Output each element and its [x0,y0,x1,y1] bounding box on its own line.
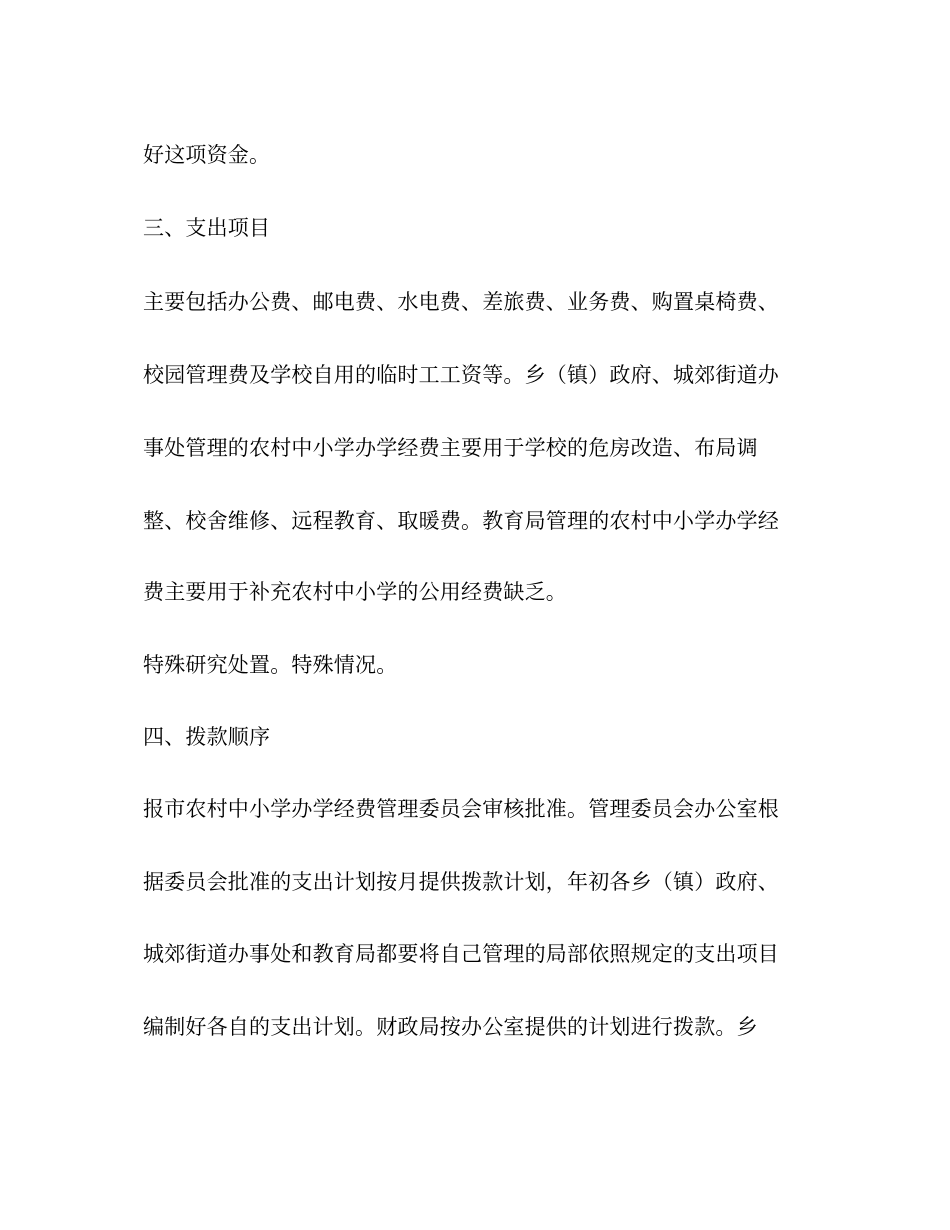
body-text-line: 报市农村中小学办学经费管理委员会审核批准。管理委员会办公室根 [143,797,779,821]
body-text-line: 主要包括办公费、邮电费、水电费、差旅费、业务费、购置桌椅费、 [143,290,779,314]
body-text-line: 事处管理的农村中小学办学经费主要用于学校的危房改造、布局调 [143,436,758,460]
body-text-line: 好这项资金。 [143,143,271,167]
body-text-line: 据委员会批准的支出计划按月提供拨款计划，年初各乡（镇）政府、 [143,870,779,894]
section-heading: 三、支出项目 [143,216,271,240]
body-text-line: 编制好各自的支出计划。财政局按办公室提供的计划进行拨款。乡 [143,1015,758,1039]
body-text-line: 费主要用于补充农村中小学的公用经费缺乏。 [143,580,567,604]
section-heading: 四、拨款顺序 [143,725,271,749]
body-text-line: 城郊街道办事处和教育局都要将自己管理的局部依照规定的支出项目 [143,942,779,966]
body-text-line: 校园管理费及学校自用的临时工工资等。乡（镇）政府、城郊街道办 [143,363,779,387]
body-text-line: 特殊研究处置。特殊情况。 [143,653,398,677]
body-text-line: 整、校舍维修、远程教育、取暖费。教育局管理的农村中小学办学经 [143,509,779,533]
